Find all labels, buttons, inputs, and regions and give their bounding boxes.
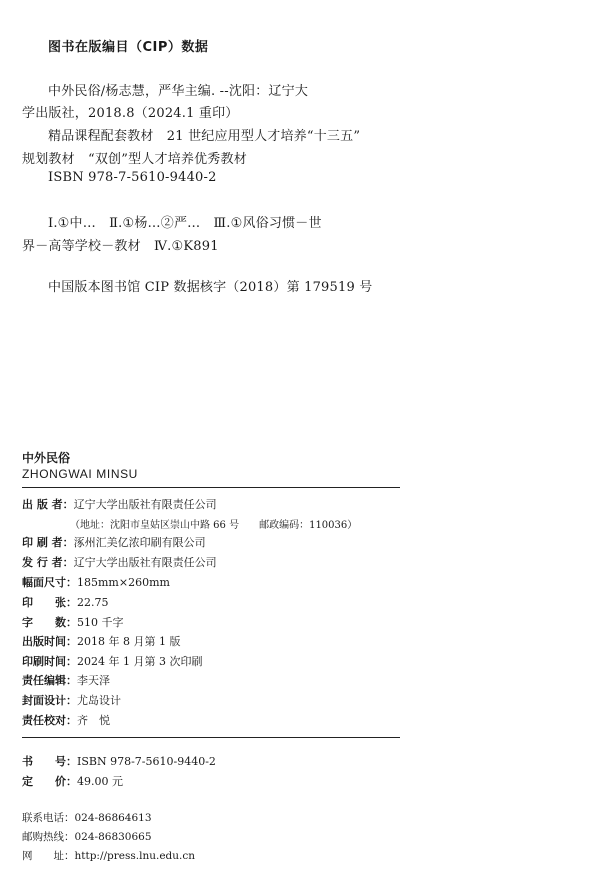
field-value: 李天泽 [77,674,110,687]
imprint-format [22,574,170,590]
cip-classification: Ⅰ.①中… Ⅱ.①杨…②严… Ⅲ.①风俗习惯－世 [48,216,322,231]
contact-website [22,848,195,863]
field-label: 印 刷 者： [22,536,74,549]
field-label: 责任编辑： [22,674,77,687]
field-value: 510 千字 [77,616,124,629]
website-link[interactable]: http://press.lnu.edu.cn [74,850,196,862]
field-value: 024-86864613 [74,812,152,824]
field-value: 涿州汇美亿浓印刷有限公司 [73,536,206,549]
book-number [22,753,216,769]
cip-heading: 图书在版编目（CIP）数据 [48,40,209,55]
imprint-sheets [22,594,109,610]
field-label: 印 张： [22,596,77,609]
field-value: 024-86830665 [74,831,152,843]
divider [22,737,400,738]
cip-line: 中外民俗/杨志慧，严华主编. --沈阳：辽宁大 [48,84,309,99]
cip-record-number: 中国版本图书馆 CIP 数据核字（2018）第 179519 号 [48,280,373,295]
field-value: 185mm×260mm [77,576,170,589]
field-value: 齐 悦 [77,714,110,727]
imprint-distributor [22,554,217,570]
field-label: 印刷时间： [22,655,77,668]
field-label: 出 版 者： [22,498,74,511]
cip-classification: 界－高等学校－教材 Ⅳ.①K891 [22,239,219,254]
book-title: 中外民俗 [22,451,71,465]
cip-isbn: ISBN 978-7-5610-9440-2 [48,170,217,185]
field-label: 出版时间： [22,635,77,648]
field-label: 邮购热线： [22,831,75,843]
cip-line: 精品课程配套教材 21 世纪应用型人才培养“十三五” [48,129,361,144]
field-value: 22.75 [77,596,109,609]
imprint-proofreader [22,712,110,728]
imprint-cover-design [22,692,121,708]
imprint-address [70,516,357,531]
imprint-publisher [22,496,217,512]
contact-phone [22,810,152,825]
field-label: 联系电话： [22,812,75,824]
field-label: 字 数： [22,616,77,629]
field-label: 责任校对： [22,714,77,727]
field-value: 尤岛设计 [77,694,121,707]
field-value: 辽宁大学出版社有限责任公司 [73,556,217,569]
field-label: 幅面尺寸： [22,576,77,589]
cip-line: 规划教材 “双创”型人才培养优秀教材 [22,152,247,167]
field-value: 2024 年 1 月第 3 次印刷 [77,655,203,668]
field-label: 封面设计： [22,694,77,707]
imprint-publish-date [22,633,180,649]
field-label: 书 号： [22,755,77,768]
imprint-printer [22,534,206,550]
field-value: 辽宁大学出版社有限责任公司 [73,498,217,511]
contact-mail-order [22,829,152,844]
field-label: 定 价： [22,775,77,788]
field-value: （地址：沈阳市皇姑区崇山中路 66 号 邮政编码：110036） [70,520,358,531]
field-value: ISBN 978-7-5610-9440-2 [77,755,216,768]
field-label: 发 行 者： [22,556,74,569]
field-label: 网 址： [22,850,75,862]
field-value: 2018 年 8 月第 1 版 [77,635,181,648]
divider [22,487,400,488]
imprint-print-date [22,653,202,669]
cip-line: 学出版社，2018.8（2024.1 重印） [22,106,239,121]
field-value: 49.00 元 [77,775,123,788]
book-pinyin: ZHONGWAI MINSU [22,467,138,481]
imprint-word-count [22,614,124,630]
book-price [22,773,123,789]
imprint-editor [22,672,110,688]
